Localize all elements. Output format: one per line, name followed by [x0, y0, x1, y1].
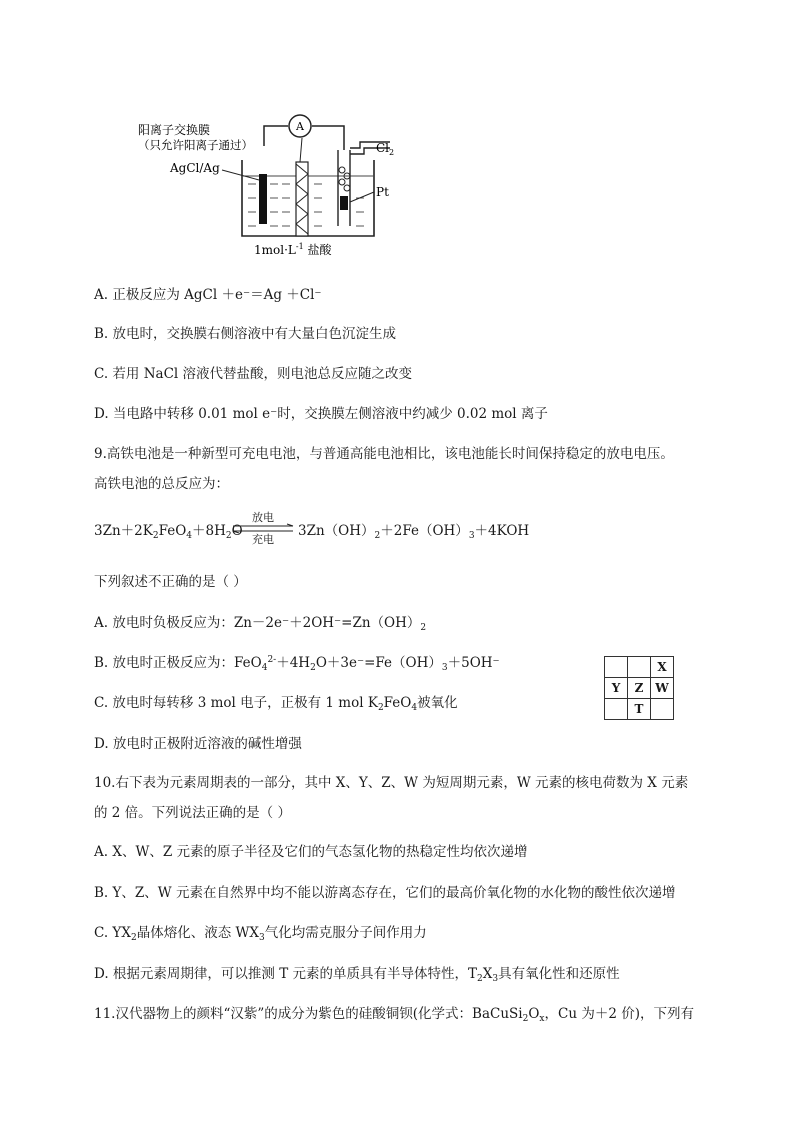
q10-option-d: D. 根据元素周期律，可以推测 T 元素的单质具有半导体特性，$T_2X_3$具有氧化性和还原性	[94, 966, 620, 984]
pt-cell: Z	[628, 678, 651, 699]
pt-cell	[651, 699, 674, 720]
q10-option-a: A. X、W、Z 元素的原子半径及它们的气态氢化物的热稳定性均依次递增	[94, 844, 528, 860]
q8-option-d: D. 当电路中转移 0.01 mol e⁻时，交换膜左侧溶液中约减少 0.02 mol 离子	[94, 406, 548, 422]
pt-label: Pt	[376, 185, 389, 199]
membrane-label-note: （只允许阳离子通过）	[138, 138, 253, 152]
q9-stem: 9.高铁电池是一种新型可充电电池，与普通高能电池相比，该电池能长时间保持稳定的放电电压。	[94, 446, 674, 462]
q11-stem: 11.汉代器物上的颜料“汉紫”的成分为紫色的硅酸铜钡(化学式：$BaCuSi_2O_x$，Cu 为＋2 价)，下列有	[94, 1006, 694, 1024]
agcl-label: AgCl/Ag	[170, 161, 220, 175]
membrane-label: 阳离子交换膜	[138, 123, 211, 137]
q10-stem: 10.右下表为元素周期表的一部分，其中 X、Y、Z、W 为短周期元素，W 元素的核电荷数为 X 元素	[94, 775, 689, 791]
pt-cell	[605, 699, 628, 720]
arrow-label-charge: 充电	[252, 533, 274, 546]
battery-diagram	[138, 118, 408, 258]
ammeter-label: A	[296, 120, 304, 133]
pt-electrode	[340, 196, 348, 210]
q8-option-c: C. 若用 NaCl 溶液代替盐酸，则电池总反应随之改变	[94, 366, 413, 382]
q9-equation-right: $3Zn(OH)_2+2Fe(OH)_3+4KOH$	[298, 523, 530, 541]
q8-option-b: B. 放电时，交换膜右侧溶液中有大量白色沉淀生成	[94, 326, 397, 342]
solution-label: $1mol\cdot L^{-1}$ 盐酸	[254, 242, 332, 257]
arrow-label-discharge: 放电	[252, 511, 274, 524]
pt-cell	[605, 657, 628, 678]
q9-ask: 下列叙述不正确的是（ ）	[94, 574, 247, 590]
q10-option-b: B. Y、Z、W 元素在自然界中均不能以游离态存在，它们的最高价氧化物的水化物的酸性依次递增	[94, 885, 676, 901]
pt-cell: W	[651, 678, 674, 699]
q8-option-a: A. 正极反应为 AgCl ＋e⁻＝Ag ＋Cl⁻	[94, 287, 322, 303]
reversible-arrow	[231, 511, 295, 546]
wire-right	[312, 126, 344, 150]
q9-stem-cont: 高铁电池的总反应为：	[94, 476, 229, 492]
q10-stem-cont: 的 2 倍。下列说法正确的是（ ）	[94, 805, 291, 821]
q9-option-a: A. 放电时负极反应为：$Zn-2e^-+2OH^-=Zn(OH)_2$	[94, 615, 427, 633]
q9-equation-left: $3Zn+2K_2FeO_4+8H_2O$	[94, 523, 243, 541]
q9-option-d: D. 放电时正极附近溶液的碱性增强	[94, 736, 302, 752]
periodic-table-fragment	[604, 656, 674, 720]
pt-cell: T	[628, 699, 651, 720]
pt-cell: Y	[605, 678, 628, 699]
wire-left	[264, 126, 288, 146]
q10-option-c: C. $YX_2$晶体熔化、液态 $WX_3$气化均需克服分子间作用力	[94, 925, 427, 943]
pt-cell	[628, 657, 651, 678]
q9-option-b: B. 放电时正极反应为：$FeO_4^{2-}+4H_2O+3e^-=Fe(OH)_3+5OH^-$	[94, 655, 500, 673]
pt-cell: X	[651, 657, 674, 678]
agcl-electrode	[259, 174, 267, 224]
q9-option-c: C. 放电时每转移 3 mol 电子，正极有 1 mol $K_2FeO_4$被氧化	[94, 695, 458, 713]
cl2-label: $Cl_2$	[376, 141, 395, 157]
